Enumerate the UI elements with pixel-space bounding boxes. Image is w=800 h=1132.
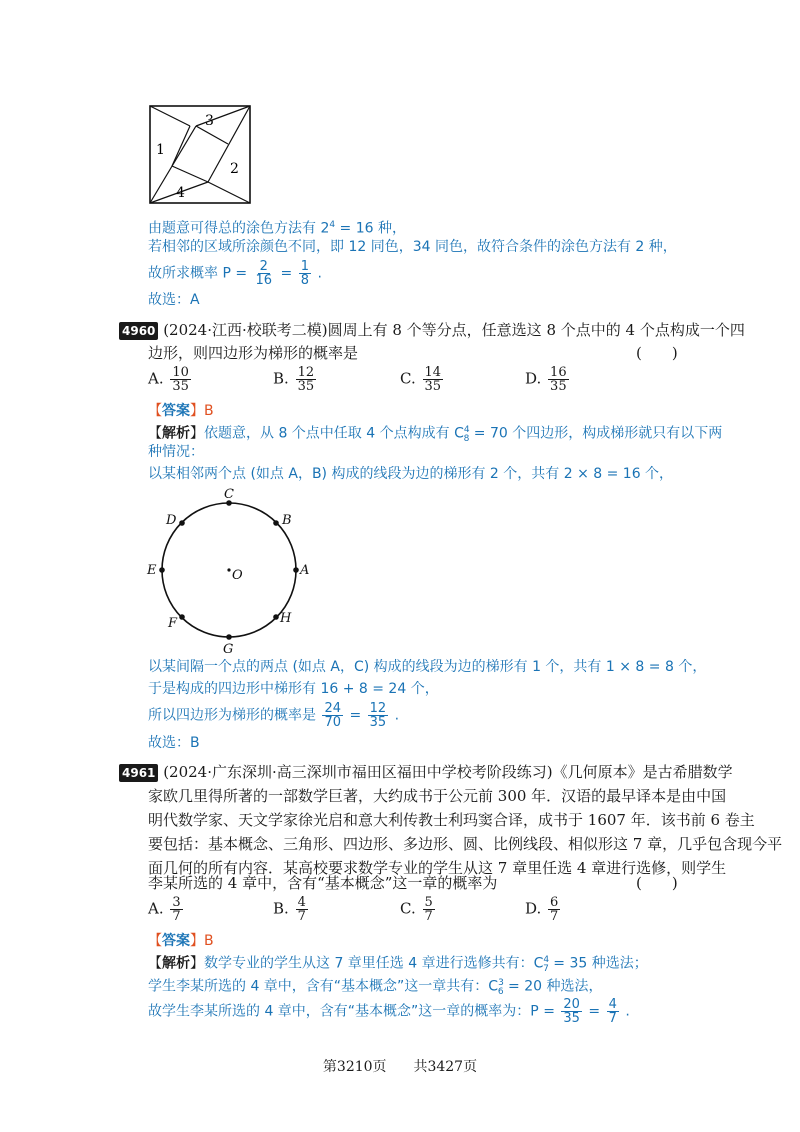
question-4961-line-2: 家欧几里得所著的一部数学巨著，大约成书于公元前 300 年．汉语的最早译本是由中国 [148,787,727,805]
question-number-badge: 4960 [119,322,158,340]
question-4961-line-1: 4961 (2024·广东深圳·高三深圳市福田区福田中学校考阶段练习)《几何原本》是古希腊数学 [119,760,733,784]
option-a: A. $\frac{3}{7}$ [148,895,181,924]
page-footer [0,1056,800,1076]
option-d: D. $\frac{6}{7}$ [525,895,559,924]
point-label-e: E [147,563,157,578]
region-label-4: 4 [176,185,185,201]
point-label-b: B [282,513,292,528]
question-4960-line-2: 边形，则四边形为梯形的概率是 [148,344,359,362]
analysis-line-2: 学生李某所选的 4 章中，含有“基本概念”这一章共有：$C^3_6 = 20$ 种选法， [148,978,603,998]
option-b: B. $\frac{12}{35}$ [273,365,315,394]
region-label-2: 2 [230,161,239,177]
point-label-h: H [280,611,292,626]
prev-solution-line-3: 故所求概率 P = $\frac{2}{16}$ = $\frac{1}{8}$ . [148,259,322,288]
question-4960-line-1: 4960 (2024·江西·校联考二模)圆周上有 8 个等分点，任意选这 8 个点中的 4 个点构成一个四 [119,318,745,342]
question-4961-line-5: 面几何的所有内容．某高校要求数学专业的学生从这 7 章里任选 4 章进行选修，则学生 [148,859,727,877]
question-4961-line-6: 李某所选的 4 章中，含有“基本概念”这一章的概率为 [148,874,498,892]
analysis-line-4: 以某间隔一个点的两点 (如点 A，C) 构成的线段为边的梯形有 1 个，共有 1 × 8 = 8 个， [148,659,707,675]
circle-figure [140,484,320,656]
point-label-a: A [300,563,310,578]
prev-solution-line-2: 若相邻的区域所涂颜色不同，即 12 同色，34 同色，故符合条件的涂色方法有 2 种， [148,239,677,255]
region-label-3: 3 [205,113,214,129]
analysis-line-5: 于是构成的四边形中梯形有 16 + 8 = 24 个， [148,681,439,697]
prev-solution-choice: 故选：A [148,292,200,308]
point-label-d: D [166,513,177,528]
question-4961-line-3: 明代数学家、天文学家徐光启和意大利传教士利玛窦合译，成书于 1607 年．该书前 6 卷主 [148,811,755,829]
point-label-o: O [232,568,243,583]
question-4960-paren: ( ) [636,344,678,362]
prev-solution-line-1: 由题意可得总的涂色方法有 $2^4 = 16$ 种， [148,220,406,237]
option-c: C. $\frac{14}{35}$ [400,365,442,394]
analysis-line-1: 【解析】依题意，从 8 个点中任取 4 个点构成有 $C^4_8 = 70$ 个四边形，构成梯形就只有以下两 [148,425,723,445]
option-b: B. $\frac{4}{7}$ [273,895,306,924]
region-label-1: 1 [156,142,165,158]
option-d: D. $\frac{16}{35}$ [525,365,567,394]
page-number: 第3210页 [322,1059,387,1075]
point-label-g: G [223,642,234,656]
analysis-line-2: 种情况： [148,444,204,460]
question-4961-line-4: 要包括：基本概念、三角形、四边形、多边形、圆、比例线段、相似形这 7 章，几乎包含现今平 [148,835,783,853]
point-label-f: F [168,616,178,631]
answer-line: 【答案】B [148,933,214,949]
point-label-c: C [224,487,234,502]
analysis-line-3: 故学生李某所选的 4 章中，含有“基本概念”这一章的概率为：P = $\frac{20}{35}$ = $\frac{4}{7}$ . [148,997,630,1026]
option-a: A. $\frac{10}{35}$ [148,365,189,394]
analysis-line-1: 【解析】数学专业的学生从这 7 章里任选 4 章进行选修共有：$C^4_7 = 35$ 种选法； [148,955,648,975]
analysis-line-6: 所以四边形为梯形的概率是 $\frac{24}{70}$ = $\frac{12}{35}$ . [148,701,400,730]
q4960-choice: 故选：B [148,735,200,751]
question-number-badge: 4961 [119,764,158,782]
question-4961-paren: ( ) [636,874,678,892]
analysis-line-3: 以某相邻两个点 (如点 A，B) 构成的线段为边的梯形有 2 个，共有 2 × 8 = 16 个， [148,466,674,482]
option-c: C. $\frac{5}{7}$ [400,895,433,924]
square-figure [148,104,253,206]
answer-line: 【答案】B [148,403,214,419]
page-total: 共3427页 [413,1059,478,1075]
